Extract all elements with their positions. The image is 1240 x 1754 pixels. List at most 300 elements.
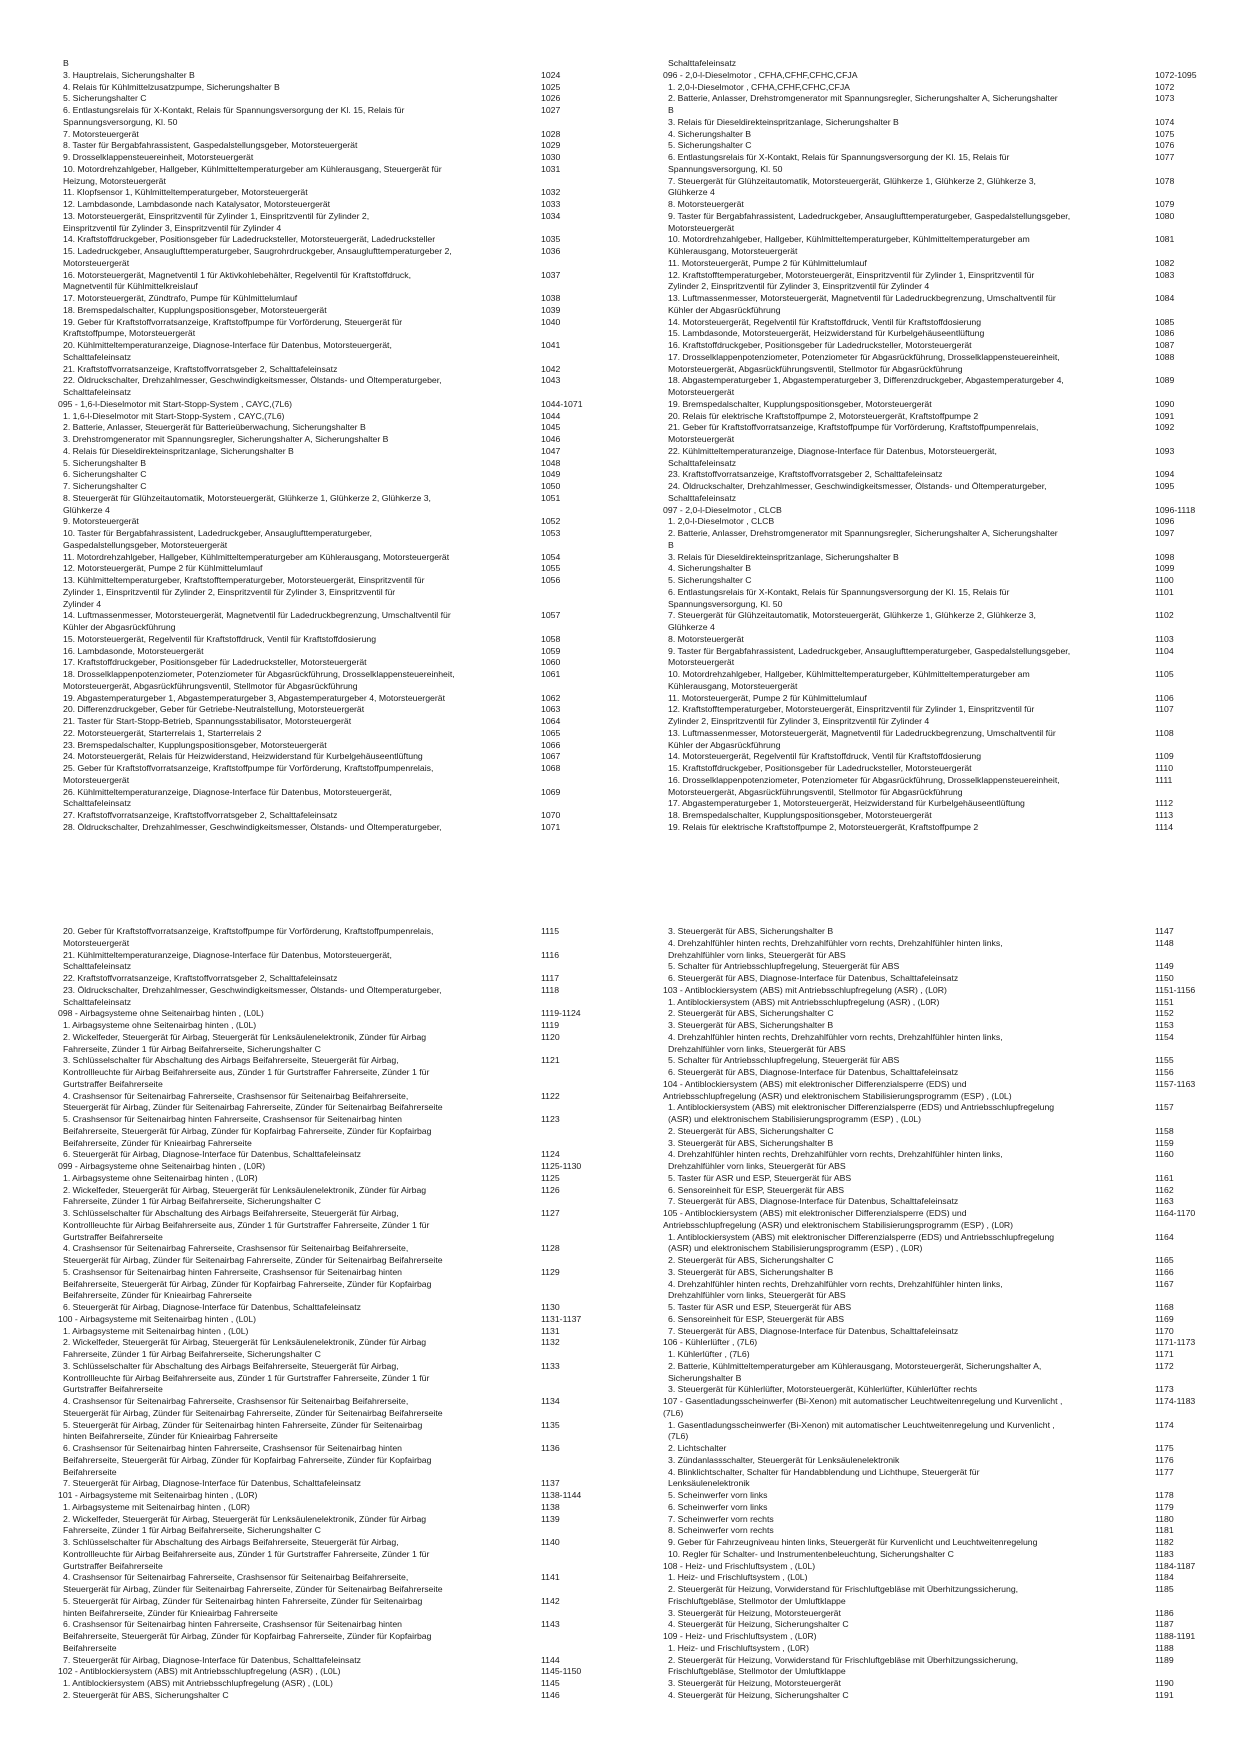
toc-entry[interactable] xyxy=(58,1266,560,1279)
toc-entry-text: 6. Entlastungsrelais für X-Kontakt, Relais für Spannungsversorgung der Kl. 15, Relais für xyxy=(668,586,1010,597)
toc-entry[interactable] xyxy=(58,1138,533,1150)
toc-entry[interactable] xyxy=(58,1243,560,1255)
toc-entry[interactable] xyxy=(58,1114,560,1126)
toc-entry[interactable] xyxy=(663,563,1175,575)
toc-entry[interactable] xyxy=(663,599,1138,611)
toc-entry[interactable] xyxy=(663,1349,1174,1361)
toc-entry[interactable] xyxy=(58,176,533,188)
toc-entry[interactable] xyxy=(663,1243,1138,1255)
toc-section-heading[interactable] xyxy=(663,1408,1138,1420)
toc-entry[interactable] xyxy=(663,1055,1174,1067)
toc-entry[interactable] xyxy=(58,410,561,423)
toc-entry[interactable] xyxy=(663,1008,1174,1020)
toc-entry[interactable] xyxy=(663,1172,1174,1185)
toc-entry[interactable] xyxy=(58,1031,560,1044)
toc-entry[interactable] xyxy=(663,469,1175,481)
toc-entry[interactable] xyxy=(663,961,1174,973)
toc-entry[interactable] xyxy=(58,481,561,493)
toc-entry[interactable] xyxy=(663,1196,1174,1208)
toc-entry[interactable] xyxy=(58,1149,560,1161)
toc-entry[interactable] xyxy=(58,1654,560,1667)
toc-entry[interactable] xyxy=(58,234,561,246)
toc-entry[interactable] xyxy=(58,1220,533,1232)
toc-entry[interactable] xyxy=(663,398,1175,411)
toc-entry[interactable] xyxy=(663,1255,1174,1267)
toc-entry[interactable] xyxy=(58,128,561,141)
toc-entry[interactable] xyxy=(663,187,1138,199)
toc-entry[interactable] xyxy=(58,1608,533,1620)
toc-entry[interactable] xyxy=(58,692,561,705)
toc-entry[interactable] xyxy=(663,1654,1174,1667)
toc-entry[interactable] xyxy=(58,1513,560,1526)
toc-entry[interactable] xyxy=(663,422,1175,434)
toc-entry[interactable] xyxy=(663,351,1175,364)
toc-entry-text: 6. Steuergerät für ABS, Diagnose-Interface für Datenbus, Schalttafeleinsatz xyxy=(668,973,959,983)
toc-entry-text: Drehzahlfühler vorn links, Steuergerät für ABS xyxy=(668,949,846,960)
toc-section-heading[interactable] xyxy=(58,398,583,411)
toc-entry[interactable] xyxy=(663,633,1174,646)
toc-section-heading[interactable] xyxy=(663,1091,1138,1103)
toc-entry[interactable] xyxy=(663,375,1175,387)
toc-entry[interactable] xyxy=(663,657,1138,669)
toc-entry[interactable] xyxy=(663,175,1175,188)
toc-entry[interactable] xyxy=(58,1619,560,1631)
toc-entry[interactable] xyxy=(58,1455,533,1467)
toc-entry[interactable] xyxy=(663,1114,1138,1126)
toc-entry[interactable] xyxy=(58,422,561,434)
toc-entry[interactable] xyxy=(58,1643,533,1655)
toc-entry[interactable] xyxy=(663,996,1174,1009)
toc-entry[interactable] xyxy=(663,1031,1174,1044)
toc-entry[interactable] xyxy=(58,1020,560,1032)
toc-page-number: 1139 xyxy=(541,1513,560,1524)
toc-entry[interactable] xyxy=(58,938,533,950)
toc-entry[interactable] xyxy=(663,1067,1174,1079)
toc-section-heading[interactable] xyxy=(58,1313,582,1326)
toc-entry-text: 16. Kraftstoffdruckgeber, Positionsgeber für Ladedrucksteller, Motorsteuergerät xyxy=(668,340,972,350)
toc-entry[interactable] xyxy=(663,1290,1138,1302)
toc-entry[interactable] xyxy=(58,1584,533,1596)
toc-entry[interactable] xyxy=(58,1337,560,1349)
toc-entry[interactable] xyxy=(663,328,1175,340)
toc-entry[interactable] xyxy=(58,293,561,305)
toc-section-heading[interactable] xyxy=(663,1220,1138,1232)
toc-entry[interactable] xyxy=(663,1678,1174,1690)
toc-entry[interactable] xyxy=(58,1360,560,1373)
toc-entry[interactable] xyxy=(663,1689,1174,1702)
toc-entry[interactable] xyxy=(663,410,1175,423)
toc-entry[interactable] xyxy=(663,1501,1174,1514)
toc-entry[interactable] xyxy=(58,1279,533,1291)
toc-column-bottom-right xyxy=(663,926,1196,1702)
toc-entry[interactable] xyxy=(58,1090,560,1103)
toc-entry[interactable] xyxy=(58,599,533,611)
toc-entry[interactable] xyxy=(663,692,1174,705)
toc-entry-text: 6. Crashsensor für Seitenairbag hinten Fahrerseite, Crashsensor für Seitenairbag hinten xyxy=(63,1619,402,1630)
toc-entry[interactable] xyxy=(58,223,533,235)
toc-entry[interactable] xyxy=(663,528,1175,540)
toc-entry[interactable] xyxy=(58,681,533,693)
toc-entry[interactable] xyxy=(58,961,533,973)
toc-entry-text: 5. Sicherungshalter C xyxy=(668,575,752,585)
toc-entry[interactable] xyxy=(663,281,1138,293)
toc-entry[interactable] xyxy=(58,528,561,540)
toc-entry[interactable] xyxy=(663,481,1175,493)
toc-entry[interactable] xyxy=(663,1548,1174,1561)
toc-entry[interactable] xyxy=(663,1137,1174,1150)
toc-entry[interactable] xyxy=(663,1044,1138,1056)
toc-entry[interactable] xyxy=(58,1373,533,1385)
toc-entry[interactable] xyxy=(58,633,561,646)
toc-entry-text: 103 - Antiblockiersystem (ABS) mit Antriebsschlupfregelung (ASR) , (L0R) xyxy=(663,984,947,995)
toc-entry-text: Gurtstraffer Beifahrerseite xyxy=(63,1384,163,1395)
toc-entry[interactable] xyxy=(58,69,561,82)
toc-entry[interactable] xyxy=(58,340,561,352)
toc-entry-text: Sicherungshalter B xyxy=(668,1372,742,1383)
toc-entry[interactable] xyxy=(663,387,1138,399)
toc-section-heading[interactable] xyxy=(663,1337,1196,1349)
toc-entry[interactable] xyxy=(663,787,1138,799)
toc-entry[interactable] xyxy=(58,492,561,505)
toc-entry[interactable] xyxy=(58,140,561,152)
toc-entry[interactable] xyxy=(58,657,561,669)
toc-entry[interactable] xyxy=(58,763,561,775)
toc-entry-text: 5. Sicherungshalter C xyxy=(668,140,752,151)
toc-entry[interactable] xyxy=(663,257,1175,270)
toc-entry-text: 7. Scheinwerfer vorn rechts xyxy=(668,1513,774,1524)
toc-entry[interactable] xyxy=(58,516,561,528)
toc-entry[interactable] xyxy=(58,1689,560,1702)
toc-entry[interactable] xyxy=(663,458,1138,470)
toc-entry[interactable] xyxy=(58,751,561,763)
toc-entry[interactable] xyxy=(663,305,1138,317)
toc-entry[interactable] xyxy=(663,1360,1174,1373)
toc-section-heading[interactable] xyxy=(58,1161,582,1173)
toc-entry[interactable] xyxy=(663,1619,1174,1631)
toc-entry[interactable] xyxy=(663,269,1175,282)
toc-page-number: 1113 xyxy=(1155,810,1174,820)
toc-entry[interactable] xyxy=(58,563,561,575)
toc-entry[interactable] xyxy=(663,540,1138,552)
toc-entry-text: 16. Drosselklappenpotenziometer, Potenziometer für Abgasrückführung, Drosselklappensteuereinheit, xyxy=(668,774,1060,785)
toc-section-heading[interactable] xyxy=(58,1008,581,1020)
toc-entry[interactable] xyxy=(58,973,560,985)
toc-entry[interactable] xyxy=(58,505,533,517)
toc-entry[interactable] xyxy=(663,434,1138,446)
toc-entry[interactable] xyxy=(58,821,561,834)
toc-entry[interactable] xyxy=(663,152,1175,164)
toc-entry[interactable] xyxy=(58,1384,533,1396)
toc-entry[interactable] xyxy=(58,93,561,105)
toc-entry[interactable] xyxy=(663,234,1175,246)
toc-entry[interactable] xyxy=(58,375,561,387)
toc-entry[interactable] xyxy=(663,1125,1174,1138)
toc-entry[interactable] xyxy=(58,1172,560,1185)
toc-section-heading[interactable] xyxy=(663,1078,1196,1091)
toc-entry[interactable] xyxy=(663,1384,1174,1396)
toc-entry-text: 7. Steuergerät für ABS, Diagnose-Interface für Datenbus, Schalttafeleinsatz xyxy=(668,1325,959,1336)
toc-entry[interactable] xyxy=(58,469,561,481)
toc-section-heading[interactable] xyxy=(663,1208,1196,1220)
toc-entry[interactable] xyxy=(663,1525,1174,1537)
toc-entry[interactable] xyxy=(663,1513,1174,1526)
toc-entry[interactable] xyxy=(58,716,561,728)
toc-entry[interactable] xyxy=(663,681,1138,693)
toc-entry[interactable] xyxy=(58,1572,560,1584)
toc-entry[interactable] xyxy=(58,1349,533,1361)
toc-entry[interactable] xyxy=(663,93,1175,105)
toc-entry[interactable] xyxy=(663,210,1175,223)
toc-entry[interactable] xyxy=(663,340,1175,352)
toc-section-heading[interactable] xyxy=(663,1560,1196,1573)
toc-entry[interactable] xyxy=(663,1302,1174,1314)
toc-entry-text: 3. Relais für Dieseldirekteinspritzanlage, Sicherungshalter B xyxy=(668,116,899,127)
toc-entry[interactable] xyxy=(58,269,561,282)
toc-entry[interactable] xyxy=(58,997,533,1009)
toc-entry[interactable] xyxy=(58,810,561,822)
toc-entry-text: 7. Steuergerät für Airbag, Diagnose-Interface für Datenbus, Schalttafeleinsatz xyxy=(63,1654,361,1665)
toc-entry[interactable] xyxy=(58,926,560,938)
toc-entry[interactable] xyxy=(663,1266,1174,1279)
toc-entry-text: Kühler der Abgasrückführung xyxy=(668,304,781,315)
toc-entry[interactable] xyxy=(663,1325,1174,1338)
toc-entry[interactable] xyxy=(58,387,533,399)
toc-entry[interactable] xyxy=(663,586,1174,599)
toc-entry-text: 24. Öldruckschalter, Drehzahlmesser, Geschwindigkeitsmesser, Ölstands- und Öltemperaturgeber, xyxy=(668,481,1047,491)
toc-entry[interactable] xyxy=(663,926,1174,938)
toc-entry[interactable] xyxy=(663,1431,1138,1443)
toc-entry[interactable] xyxy=(663,1537,1174,1549)
toc-entry[interactable] xyxy=(58,1196,533,1208)
toc-entry[interactable] xyxy=(663,810,1174,822)
toc-entry[interactable] xyxy=(58,1067,533,1079)
toc-entry[interactable] xyxy=(663,364,1138,376)
toc-entry[interactable] xyxy=(663,1373,1138,1385)
toc-entry[interactable] xyxy=(58,984,560,997)
toc-entry[interactable] xyxy=(663,246,1138,258)
toc-entry[interactable] xyxy=(663,973,1174,985)
toc-entry[interactable] xyxy=(58,163,561,176)
toc-entry-text: 17. Drosselklappenpotenziometer, Potenziometer für Abgasrückführung, Drosselklappensteuereinheit, xyxy=(668,351,1060,362)
toc-entry[interactable] xyxy=(58,58,533,70)
toc-entry[interactable] xyxy=(58,316,561,329)
toc-entry-text: 13. Luftmassenmesser, Motorsteuergerät, Magnetventil für Ladedruckbegrenzung, Umschaltventil für xyxy=(668,727,1056,738)
toc-entry-text: 109 - Heiz- und Frischluftsystem , (L0R) xyxy=(663,1631,817,1641)
toc-entry[interactable] xyxy=(663,128,1175,141)
toc-entry[interactable] xyxy=(58,187,561,199)
toc-entry[interactable] xyxy=(663,763,1174,775)
toc-entry[interactable] xyxy=(663,716,1138,728)
toc-entry[interactable] xyxy=(58,949,560,962)
toc-entry[interactable] xyxy=(663,1607,1174,1620)
toc-entry[interactable] xyxy=(663,1020,1174,1032)
toc-entry-text: 18. Bremspedalschalter, Kupplungspositionsgeber, Motorsteuergerät xyxy=(63,304,327,315)
toc-entry[interactable] xyxy=(663,937,1174,950)
toc-entry[interactable] xyxy=(58,457,561,470)
toc-entry[interactable] xyxy=(663,551,1175,564)
toc-entry[interactable] xyxy=(58,704,561,716)
toc-entry[interactable] xyxy=(58,281,533,293)
toc-entry[interactable] xyxy=(663,575,1174,587)
toc-entry[interactable] xyxy=(663,316,1175,329)
toc-entry[interactable] xyxy=(58,1126,533,1138)
toc-entry[interactable] xyxy=(58,1443,560,1455)
toc-entry[interactable] xyxy=(58,1102,533,1114)
toc-entry[interactable] xyxy=(58,1408,533,1420)
toc-entry[interactable] xyxy=(58,1325,560,1338)
toc-entry[interactable] xyxy=(58,727,561,740)
toc-entry[interactable] xyxy=(663,1443,1174,1455)
toc-entry[interactable] xyxy=(58,1595,560,1608)
toc-entry[interactable] xyxy=(663,1490,1174,1502)
toc-entry[interactable] xyxy=(663,1184,1174,1197)
toc-entry[interactable] xyxy=(663,445,1175,458)
toc-entry[interactable] xyxy=(663,1419,1174,1432)
toc-entry[interactable] xyxy=(58,622,533,634)
toc-entry[interactable] xyxy=(58,1431,533,1443)
toc-section-heading[interactable] xyxy=(663,984,1196,997)
toc-entry[interactable] xyxy=(663,293,1175,305)
toc-entry[interactable] xyxy=(58,246,561,258)
toc-entry[interactable] xyxy=(663,1596,1138,1608)
toc-entry[interactable] xyxy=(58,304,561,317)
toc-entry[interactable] xyxy=(58,645,561,658)
toc-page-number: 1146 xyxy=(541,1689,560,1700)
toc-entry[interactable] xyxy=(663,645,1174,658)
toc-entry[interactable] xyxy=(58,786,561,799)
toc-section-heading[interactable] xyxy=(663,504,1196,517)
toc-entry[interactable] xyxy=(58,798,533,810)
toc-page-number: 1045 xyxy=(541,422,561,433)
toc-entry[interactable] xyxy=(58,1631,533,1643)
toc-entry-text: 1. Airbagsysteme mit Seitenairbag hinten , (L0L) xyxy=(63,1325,249,1336)
toc-entry-text: 21. Geber für Kraftstoffvorratsanzeige, Kraftstoffpumpe für Vorförderung, Kraftstoffpumpenrelais, xyxy=(668,422,1039,433)
toc-entry-text: 5. Steuergerät für Airbag, Zünder für Seitenairbag hinten Fahrerseite, Zünder für Seitenairbag xyxy=(63,1419,423,1430)
toc-entry[interactable] xyxy=(58,669,561,681)
toc-entry[interactable] xyxy=(663,1313,1174,1326)
toc-entry[interactable] xyxy=(58,1290,533,1302)
toc-entry[interactable] xyxy=(663,116,1175,129)
toc-entry[interactable] xyxy=(663,199,1175,211)
toc-section-heading[interactable] xyxy=(663,69,1197,82)
toc-entry[interactable] xyxy=(58,1467,533,1479)
toc-entry[interactable] xyxy=(58,152,561,164)
toc-entry[interactable] xyxy=(663,950,1138,962)
toc-entry-text: 096 - 2,0-l-Dieselmotor , CFHA,CFHF,CFHC,CFJA xyxy=(663,69,858,80)
toc-section-heading[interactable] xyxy=(58,1666,582,1678)
toc-entry[interactable] xyxy=(663,81,1175,94)
toc-entry[interactable] xyxy=(58,587,533,599)
toc-entry[interactable] xyxy=(58,434,561,446)
toc-entry-text: 6. Sicherungshalter C xyxy=(63,469,147,480)
toc-page-number: 1145 xyxy=(541,1678,560,1688)
toc-entry[interactable] xyxy=(663,105,1138,117)
toc-entry[interactable] xyxy=(663,164,1138,176)
toc-entry[interactable] xyxy=(58,1419,560,1432)
toc-entry[interactable] xyxy=(58,1396,560,1408)
toc-entry[interactable] xyxy=(663,1149,1174,1161)
toc-entry[interactable] xyxy=(663,1161,1138,1173)
toc-entry[interactable] xyxy=(663,1278,1174,1291)
toc-entry[interactable] xyxy=(663,622,1138,634)
toc-entry[interactable] xyxy=(663,1231,1174,1244)
toc-entry[interactable] xyxy=(58,1044,533,1056)
toc-entry[interactable] xyxy=(663,727,1174,740)
toc-entry[interactable] xyxy=(58,775,533,787)
toc-entry[interactable] xyxy=(663,1584,1174,1596)
toc-entry[interactable] xyxy=(663,1572,1174,1584)
toc-entry[interactable] xyxy=(58,575,561,587)
toc-entry[interactable] xyxy=(58,1079,533,1091)
toc-entry-text: 23. Öldruckschalter, Drehzahlmesser, Geschwindigkeitsmesser, Ölstands- und Öltemperaturgeber, xyxy=(63,984,442,995)
toc-entry[interactable] xyxy=(58,210,561,223)
toc-entry-text: 18. Drosselklappenpotenziometer, Potenziometer für Abgasrückführung, Drosselklappensteuereinheit, xyxy=(63,669,455,679)
toc-entry[interactable] xyxy=(663,140,1175,152)
toc-entry[interactable] xyxy=(663,669,1174,681)
toc-section-heading[interactable] xyxy=(663,1631,1196,1643)
toc-entry[interactable] xyxy=(663,740,1138,752)
toc-entry[interactable] xyxy=(58,1501,560,1514)
toc-entry[interactable] xyxy=(58,352,533,364)
toc-entry[interactable] xyxy=(663,516,1175,528)
toc-entry[interactable] xyxy=(663,751,1174,763)
toc-entry[interactable] xyxy=(663,798,1174,810)
toc-entry[interactable] xyxy=(58,1525,533,1537)
toc-entry[interactable] xyxy=(58,1478,560,1490)
toc-entry[interactable] xyxy=(58,1255,533,1267)
toc-entry[interactable] xyxy=(58,1549,533,1561)
toc-entry[interactable] xyxy=(663,1642,1174,1655)
toc-entry[interactable] xyxy=(663,1466,1174,1479)
toc-entry-text: 12. Motorsteuergerät, Pumpe 2 für Kühlmittelumlauf xyxy=(63,563,263,574)
toc-section-heading[interactable] xyxy=(58,1490,582,1502)
toc-entry[interactable] xyxy=(58,1302,560,1314)
toc-entry[interactable] xyxy=(58,81,561,94)
toc-section-heading[interactable] xyxy=(663,1396,1196,1408)
toc-entry[interactable] xyxy=(663,493,1138,505)
toc-entry[interactable] xyxy=(58,105,561,117)
toc-entry[interactable] xyxy=(663,1478,1138,1490)
toc-entry[interactable] xyxy=(663,774,1173,787)
toc-entry[interactable] xyxy=(663,1666,1138,1678)
toc-entry[interactable] xyxy=(663,1102,1174,1114)
toc-entry[interactable] xyxy=(58,1208,560,1220)
toc-entry[interactable] xyxy=(663,223,1138,235)
toc-entry[interactable] xyxy=(58,328,533,340)
toc-entry[interactable] xyxy=(58,610,561,622)
toc-entry[interactable] xyxy=(58,1232,533,1244)
toc-entry[interactable] xyxy=(58,363,561,376)
toc-entry[interactable] xyxy=(58,1184,560,1197)
toc-entry[interactable] xyxy=(58,1055,560,1067)
toc-entry[interactable] xyxy=(663,58,1138,70)
toc-entry[interactable] xyxy=(58,117,533,129)
toc-entry[interactable] xyxy=(58,258,533,270)
toc-entry[interactable] xyxy=(58,199,561,211)
toc-entry[interactable] xyxy=(58,1561,533,1573)
toc-entry[interactable] xyxy=(58,1537,560,1549)
toc-entry[interactable] xyxy=(663,1454,1174,1467)
toc-entry[interactable] xyxy=(58,540,533,552)
toc-entry[interactable] xyxy=(58,739,561,752)
toc-entry[interactable] xyxy=(58,445,561,458)
toc-column-bottom-left xyxy=(58,926,582,1702)
toc-entry[interactable] xyxy=(663,610,1174,622)
toc-entry[interactable] xyxy=(663,821,1174,834)
toc-entry[interactable] xyxy=(663,704,1174,716)
toc-entry[interactable] xyxy=(58,1678,560,1690)
toc-entry[interactable] xyxy=(58,551,561,564)
